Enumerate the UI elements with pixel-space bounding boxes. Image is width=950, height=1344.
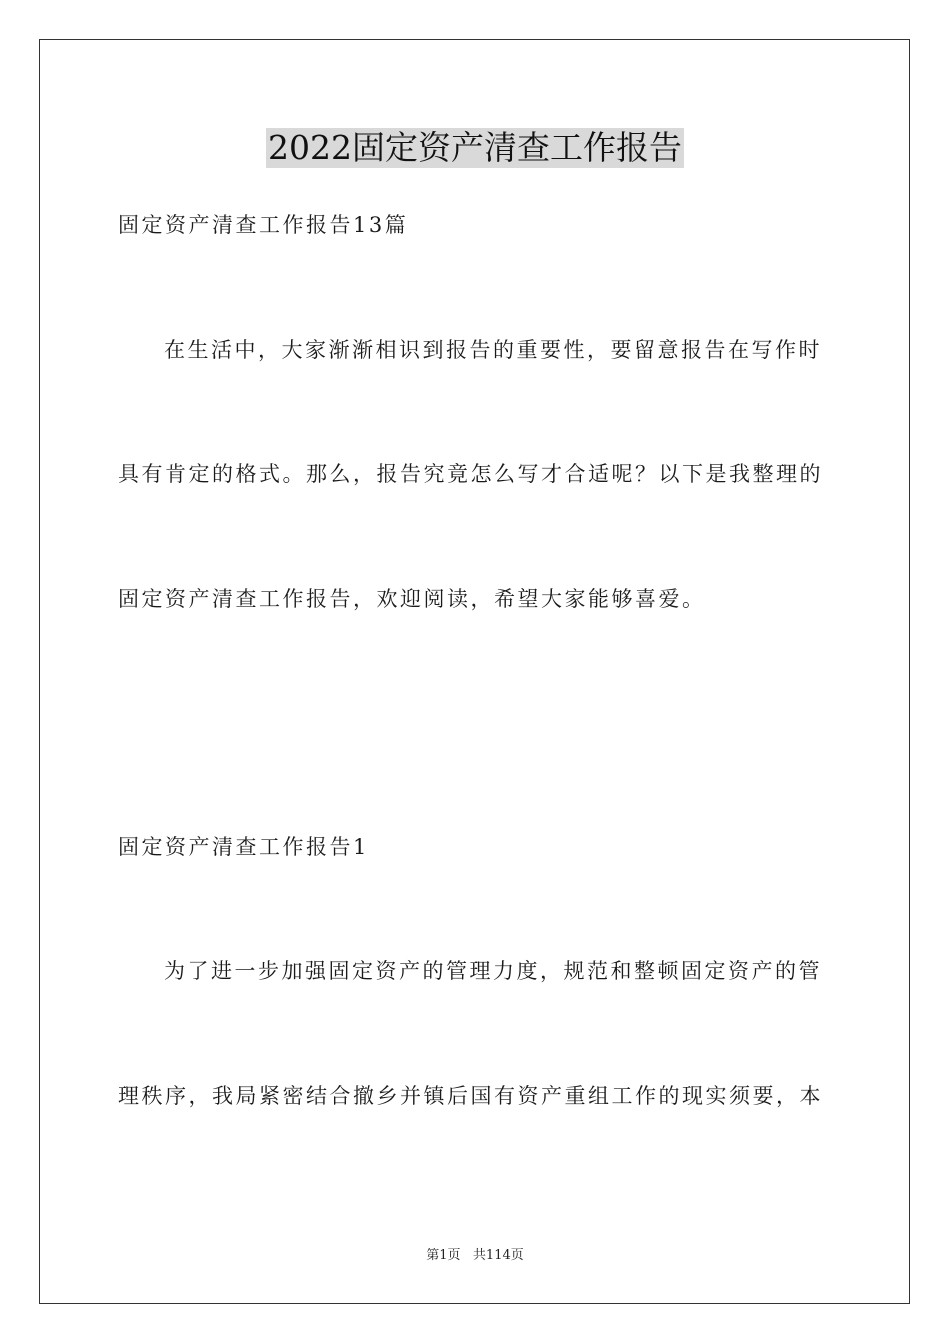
page-number: 第1页 <box>426 1248 461 1263</box>
intro-line-3: 固定资产清查工作报告，欢迎阅读，希望大家能够喜爱。 <box>118 587 706 611</box>
document-subtitle: 固定资产清查工作报告13篇 <box>118 213 409 237</box>
intro-line-2: 具有肯定的格式。那么，报告究竟怎么写才合适呢？以下是我整理的 <box>118 462 823 486</box>
section-line-2: 理秩序，我局紧密结合撤乡并镇后国有资产重组工作的现实须要，本 <box>118 1084 823 1108</box>
document-title: 2022固定资产清查工作报告 <box>268 128 682 167</box>
page-footer <box>0 1248 950 1264</box>
section-heading: 固定资产清查工作报告1 <box>118 835 369 859</box>
intro-line-1: 在生活中，大家渐渐相识到报告的重要性，要留意报告在写作时 <box>164 338 822 362</box>
total-pages: 共114页 <box>472 1248 524 1263</box>
title-container <box>0 128 950 168</box>
section-line-1: 为了进一步加强固定资产的管理力度，规范和整顿固定资产的管 <box>164 959 822 983</box>
